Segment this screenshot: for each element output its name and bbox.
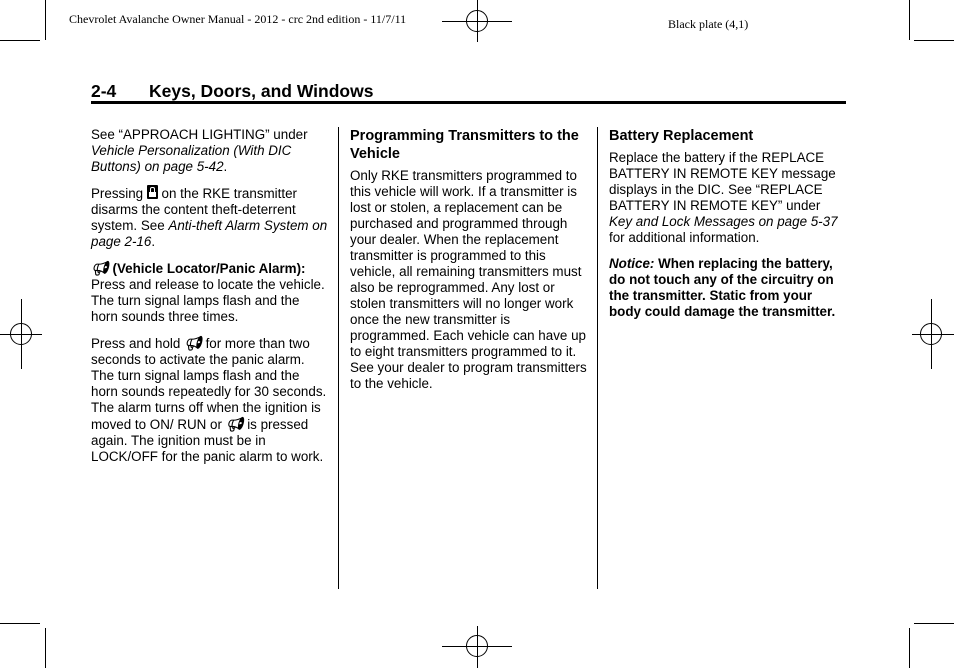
- crop-mark: [909, 628, 910, 668]
- crop-mark: [909, 0, 910, 40]
- column-divider: [597, 127, 598, 589]
- section-number: 2-4: [91, 81, 117, 101]
- paragraph: See “APPROACH LIGHTING” under Vehicle Personalization (With DIC Buttons) on page 5-42.: [91, 127, 308, 174]
- print-header-right: Black plate (4,1): [668, 17, 749, 31]
- crop-mark: [914, 40, 954, 41]
- horn-icon: 📢︎: [184, 335, 202, 351]
- notice-label: Notice:: [609, 256, 655, 271]
- lock-icon: [147, 185, 158, 199]
- paragraph: Only RKE transmitters programmed to this vehicle will work. If a transmitter is lost or stolen, a replacement can be purchased and programmed through your dealer. When the replacement transmitter is programmed to this vehicle, all remaining transmitters must also be reprogrammed. Any lost or stolen transmitters will no longer work once the new transmitter is programmed. Each vehicle can have up to eight transmitters programmed to it. See your dealer to program transmitters to the vehicle.: [350, 168, 587, 391]
- column-3: [609, 127, 847, 330]
- paragraph: Press and hold 📢︎ for more than two seconds to activate the panic alarm. The turn signal lamps flash and the horn sounds repeatedly for 30 seconds. The alarm turns off when the ignition is moved to ON/ RUN or 📢︎ is pressed again. The ignition must be in LOCK/OFF for the panic alarm to work.: [91, 335, 327, 464]
- subsection-heading: Battery Replacement: [609, 128, 754, 144]
- section-title-text: Keys, Doors, and Windows: [149, 81, 374, 101]
- feature-label: (Vehicle Locator/Panic Alarm):: [108, 261, 306, 276]
- paragraph: Replace the battery if the REPLACE BATTERY IN REMOTE KEY message displays in the DIC. See “REPLACE BATTERY IN REMOTE KEY” under Key and Lock Messages on page 5-37 for additional information.: [609, 150, 838, 245]
- column-divider: [338, 127, 339, 589]
- column-1: [91, 127, 329, 475]
- print-header-left: Chevrolet Avalanche Owner Manual - 2012 - crc 2nd edition - 11/7/11: [69, 12, 407, 26]
- notice-paragraph: Notice: When replacing the battery, do not touch any of the circuitry on the transmitter. Static from your body could damage the transmitter.: [609, 256, 836, 319]
- horn-icon: 📢︎: [91, 260, 109, 276]
- crop-mark: [0, 623, 40, 624]
- paragraph: Pressing on the RKE transmitter disarms the content theft-deterrent system. See Anti-theft Alarm System on page 2-16.: [91, 186, 328, 249]
- crop-mark: [45, 0, 46, 40]
- crop-mark: [45, 628, 46, 668]
- title-rule: [91, 101, 846, 104]
- crop-mark: [914, 623, 954, 624]
- horn-icon: 📢︎: [225, 416, 244, 432]
- paragraph: 📢︎ (Vehicle Locator/Panic Alarm): Press and release to locate the vehicle. The turn signal lamps flash and the horn sounds three times.: [91, 260, 325, 324]
- column-2: [350, 127, 588, 402]
- page-reference-link[interactable]: Anti-theft Alarm System on page 2-16: [91, 218, 328, 249]
- page-reference-link[interactable]: Vehicle Personalization (With DIC Buttons) on page 5-42: [91, 143, 292, 174]
- crop-mark: [0, 40, 40, 41]
- page-reference-link[interactable]: Key and Lock Messages on page 5-37: [609, 214, 838, 229]
- subsection-heading: Programming Transmitters to the Vehicle: [350, 128, 579, 162]
